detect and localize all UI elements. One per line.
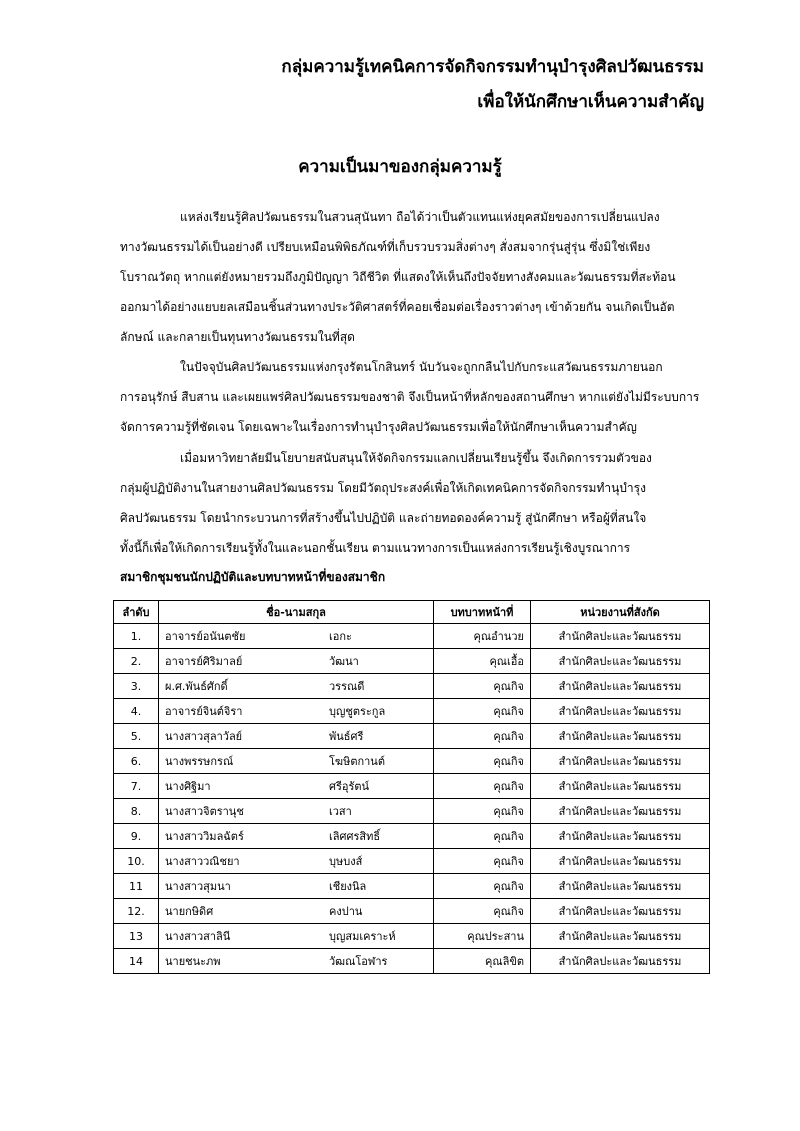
members-heading: สมาชิกชุมชนนักปฏิบัติและบทบาทหน้าที่ของสมาชิก — [120, 570, 386, 584]
cell-no: 12. — [114, 899, 159, 924]
cell-no: 11 — [114, 874, 159, 899]
paragraph-line: ในปัจจุบันศิลปวัฒนธรรมแห่งกรุงรัตนโกสินทร์ นับวันจะถูกกลืนไปกับกระแสวัฒนธรรมภายนอก — [180, 360, 663, 374]
table-row — [114, 749, 710, 774]
member-first-name: อาจารย์อนันตชัย — [165, 630, 246, 643]
paragraph-line: ทางวัฒนธรรมได้เป็นอย่างดี เปรียบเหมือนพิพิธภัณฑ์ที่เก็บรวบรวมสิ่งต่างๆ สั่งสมจากรุ่นสู่รุ่น ซึ่งมิใช่เพียง — [120, 240, 651, 254]
cell-role: คุณกิจ — [434, 874, 531, 899]
table-row — [114, 774, 710, 799]
cell-role: คุณเอื้อ — [434, 649, 531, 674]
cell-role: คุณกิจ — [434, 774, 531, 799]
member-first-name: นายชนะภพ — [165, 955, 221, 968]
cell-no: 3. — [114, 674, 159, 699]
cell-role: คุณกิจ — [434, 674, 531, 699]
paragraph-line: แหล่งเรียนรู้ศิลปวัฒนธรรมในสวนสุนันทา ถือได้ว่าเป็นตัวแทนแห่งยุคสมัยของการเปลี่ยนแปลง — [180, 210, 660, 224]
cell-unit: สำนักศิลปะและวัฒนธรรม — [531, 774, 710, 799]
paragraph-background-1 — [120, 202, 706, 352]
cell-no: 7. — [114, 774, 159, 799]
member-last-name: วัฒณโอฬาร — [329, 955, 388, 968]
member-last-name: บุญชูตระกูล — [329, 705, 386, 718]
table-row — [114, 799, 710, 824]
cell-name — [159, 874, 434, 899]
column-header-unit: หน่วยงานที่สังกัด — [531, 601, 710, 624]
table-row — [114, 824, 710, 849]
member-last-name: เวสา — [329, 805, 352, 818]
cell-name — [159, 699, 434, 724]
cell-unit: สำนักศิลปะและวัฒนธรรม — [531, 649, 710, 674]
cell-role: คุณกิจ — [434, 799, 531, 824]
cell-unit: สำนักศิลปะและวัฒนธรรม — [531, 924, 710, 949]
paragraph-background-3 — [120, 443, 706, 563]
cell-role: คุณกิจ — [434, 749, 531, 774]
cell-name — [159, 649, 434, 674]
member-first-name: นางสาวสุมนา — [165, 880, 231, 893]
members-table-body — [114, 624, 710, 974]
cell-no: 5. — [114, 724, 159, 749]
member-first-name: นางพรรษกรณ์ — [165, 755, 234, 768]
member-first-name: นางศิฐิมา — [165, 780, 211, 793]
cell-no: 1. — [114, 624, 159, 649]
cell-role: คุณลิขิต — [434, 949, 531, 974]
cell-name — [159, 899, 434, 924]
cell-unit: สำนักศิลปะและวัฒนธรรม — [531, 624, 710, 649]
cell-unit: สำนักศิลปะและวัฒนธรรม — [531, 674, 710, 699]
cell-role: คุณกิจ — [434, 899, 531, 924]
member-last-name: วรรณดี — [329, 680, 365, 693]
paragraph-line: ศิลปวัฒนธรรม โดยนำกระบวนการที่สร้างขึ้นไปปฏิบัติ และถ่ายทอดองค์ความรู้ สู่นักศึกษา หรือผู้ที่สนใจ — [120, 511, 647, 525]
cell-role: คุณกิจ — [434, 849, 531, 874]
cell-name — [159, 824, 434, 849]
cell-no: 14 — [114, 949, 159, 974]
cell-unit: สำนักศิลปะและวัฒนธรรม — [531, 749, 710, 774]
member-first-name: นางสาวสาลินี — [165, 930, 231, 943]
cell-role: คุณกิจ — [434, 699, 531, 724]
paragraph-line: การอนุรักษ์ สืบสาน และเผยแพร่ศิลปวัฒนธรรมของชาติ จึงเป็นหน้าที่หลักของสถานศึกษา หากแต่ยังไม่มีระบบการ — [120, 390, 700, 404]
table-row — [114, 624, 710, 649]
paragraph-line: ทั้งนี้ก็เพื่อให้เกิดการเรียนรู้ทั้งในและนอกชั้นเรียน ตามแนวทางการเป็นแหล่งการเรียนรู้เชิงบูรณาการ — [120, 541, 631, 555]
member-last-name: พันธ์ศรี — [329, 730, 364, 743]
cell-name — [159, 624, 434, 649]
cell-unit: สำนักศิลปะและวัฒนธรรม — [531, 949, 710, 974]
cell-name — [159, 774, 434, 799]
member-first-name: นางสาววิมลฉัตร์ — [165, 830, 244, 843]
cell-unit: สำนักศิลปะและวัฒนธรรม — [531, 899, 710, 924]
cell-name — [159, 924, 434, 949]
member-first-name: นายกษิดิศ — [165, 905, 214, 918]
member-last-name: ศรีอุรัตน์ — [329, 780, 370, 793]
paragraph-background-2 — [120, 352, 706, 442]
paragraph-line: กลุ่มผู้ปฏิบัติงานในสายงานศิลปวัฒนธรรม โดยมีวัตถุประสงค์เพื่อให้เกิดเทคนิคการจัดกิจกรรมทำนุบำรุง — [120, 481, 646, 495]
paragraph-line: เมื่อมหาวิทยาลัยมีนโยบายสนับสนุนให้จัดกิจกรรมแลกเปลี่ยนเรียนรู้ขึ้น จึงเกิดการรวมตัวของ — [180, 451, 652, 465]
table-row — [114, 899, 710, 924]
member-last-name: เลิศศรสิทธิ์ — [329, 830, 381, 843]
member-first-name: นางสาวสุลาวัลย์ — [165, 730, 243, 743]
cell-role: คุณกิจ — [434, 724, 531, 749]
member-last-name: บุษบงส์ — [329, 855, 363, 868]
cell-role: คุณประสาน — [434, 924, 531, 949]
cell-unit: สำนักศิลปะและวัฒนธรรม — [531, 824, 710, 849]
document-title-line-2: เพื่อให้นักศึกษาเห็นความสำคัญ — [477, 92, 704, 112]
cell-role: คุณอำนวย — [434, 624, 531, 649]
section-heading: ความเป็นมาของกลุ่มความรู้ — [298, 157, 502, 177]
table-row — [114, 849, 710, 874]
cell-name — [159, 799, 434, 824]
table-row — [114, 674, 710, 699]
paragraph-line: จัดการความรู้ที่ชัดเจน โดยเฉพาะในเรื่องการทำนุบำรุงศิลปวัฒนธรรมเพื่อให้นักศึกษาเห็นความสำคัญ — [120, 420, 637, 434]
cell-unit: สำนักศิลปะและวัฒนธรรม — [531, 799, 710, 824]
cell-unit: สำนักศิลปะและวัฒนธรรม — [531, 849, 710, 874]
members-table — [113, 600, 710, 974]
member-first-name: นางสาววณิชยา — [165, 855, 240, 868]
member-last-name: คงปาน — [329, 905, 363, 918]
member-last-name: วัฒนา — [329, 655, 359, 668]
cell-no: 8. — [114, 799, 159, 824]
table-row — [114, 874, 710, 899]
cell-unit: สำนักศิลปะและวัฒนธรรม — [531, 724, 710, 749]
column-header-no: ลำดับ — [114, 601, 159, 624]
cell-unit: สำนักศิลปะและวัฒนธรรม — [531, 699, 710, 724]
cell-no: 13 — [114, 924, 159, 949]
column-header-name: ชื่อ-นามสกุล — [159, 601, 434, 624]
table-header-row — [114, 601, 710, 624]
cell-name — [159, 674, 434, 699]
member-last-name: บุญสมเคราะห์ — [329, 930, 396, 943]
cell-no: 10. — [114, 849, 159, 874]
cell-role: คุณกิจ — [434, 824, 531, 849]
table-row — [114, 699, 710, 724]
document-title-line-1: กลุ่มความรู้เทคนิคการจัดกิจกรรมทำนุบำรุงศิลปวัฒนธรรม — [281, 57, 704, 77]
member-last-name: โฆษิตกานต์ — [329, 755, 385, 768]
column-header-role: บทบาทหน้าที่ — [434, 601, 531, 624]
cell-name — [159, 849, 434, 874]
table-row — [114, 724, 710, 749]
cell-unit: สำนักศิลปะและวัฒนธรรม — [531, 874, 710, 899]
paragraph-line: โบราณวัตถุ หากแต่ยังหมายรวมถึงภูมิปัญญา วิถีชีวิต ที่แสดงให้เห็นถึงปัจจัยทางสังคมและวัฒนธรรมที่สะท้อน — [120, 270, 676, 284]
member-first-name: ผ.ศ.พันธ์ศักดิ์ — [165, 680, 228, 693]
member-last-name: เชียงนิล — [329, 880, 367, 893]
paragraph-line: ออกมาได้อย่างแยบยลเสมือนชิ้นส่วนทางประวัติศาสตร์ที่คอยเชื่อมต่อเรื่องราวต่างๆ เข้าด้วยกัน จนเกิดเป็นอัต — [120, 300, 675, 314]
cell-name — [159, 949, 434, 974]
member-first-name: อาจารย์ศิริมาลย์ — [165, 655, 243, 668]
member-first-name: นางสาวจิตรานุช — [165, 805, 244, 818]
cell-name — [159, 749, 434, 774]
cell-no: 2. — [114, 649, 159, 674]
cell-no: 9. — [114, 824, 159, 849]
table-row — [114, 924, 710, 949]
member-first-name: อาจารย์จินต์จิรา — [165, 705, 243, 718]
cell-no: 4. — [114, 699, 159, 724]
cell-no: 6. — [114, 749, 159, 774]
member-last-name: เอกะ — [329, 630, 352, 643]
cell-name — [159, 724, 434, 749]
paragraph-line: ลักษณ์ และกลายเป็นทุนทางวัฒนธรรมในที่สุด — [120, 330, 355, 344]
table-row — [114, 949, 710, 974]
table-row — [114, 649, 710, 674]
